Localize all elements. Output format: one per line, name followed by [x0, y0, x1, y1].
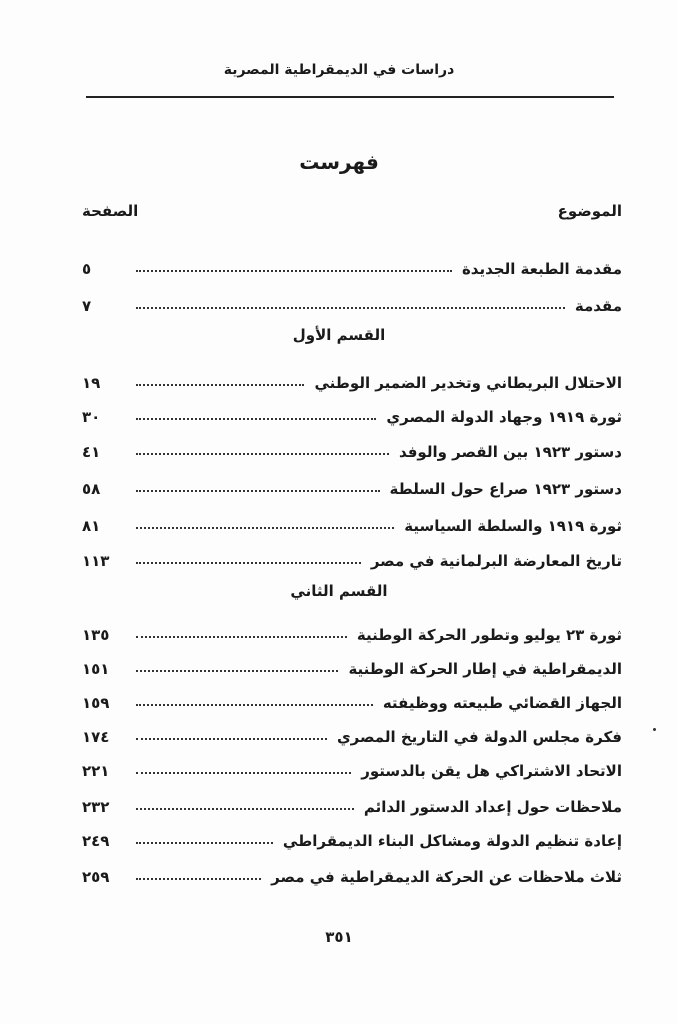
toc-entry-title: إعادة تنظيم الدولة ومشاكل البناء الديمقراطي [282, 832, 622, 850]
toc-entry-title: ثلاث ملاحظات عن الحركة الديمقراطية في مصر [271, 868, 622, 886]
toc-entry-page: ١٩ [82, 374, 101, 392]
toc-entry-title: ثورة ٢٣ يوليو وتطور الحركة الوطنية [356, 626, 622, 644]
toc-entry-title: تاريخ المعارضة البرلمانية في مصر [370, 552, 622, 570]
dot-leader [136, 704, 373, 706]
toc-entry-page: ١٥٩ [82, 694, 110, 712]
header-rule [86, 96, 614, 98]
toc-entry-page: ١١٣ [82, 552, 110, 570]
toc-entry-title: ثورة ١٩١٩ والسلطة السياسية [404, 517, 622, 535]
toc-column-headers [82, 202, 622, 228]
toc-entry [82, 614, 622, 644]
toc-entry-page: ١٣٥ [82, 626, 110, 644]
toc-entry [82, 285, 622, 315]
toc-entry [82, 431, 622, 461]
toc-entry-title: الجهاز القضائي طبيعته ووظيفته [382, 694, 622, 712]
toc-entry-page: ٣٠ [82, 408, 101, 426]
section-heading-2: القسم الثاني [290, 582, 388, 600]
toc-entry-page: ٢٥٩ [82, 868, 110, 886]
dot-leader [136, 772, 351, 774]
toc-entry [82, 750, 622, 780]
toc-entry [82, 648, 622, 678]
toc-entry-page: ٨١ [82, 517, 101, 535]
dot-leader [136, 808, 354, 810]
toc-entry-title: الاتحاد الاشتراكي هل يقن بالدستور [361, 762, 622, 780]
dot-leader [136, 636, 347, 638]
toc-title: فهرست [299, 150, 379, 174]
toc-entry [82, 396, 622, 426]
toc-entry-title: ملاحظات حول إعداد الدستور الدائم [363, 798, 622, 816]
dot-leader [136, 738, 327, 740]
toc-entry-title: دستور ١٩٢٣ بين القصر والوفد [398, 443, 622, 461]
dot-leader [136, 670, 338, 672]
toc-entry [82, 248, 622, 278]
dot-leader [136, 453, 389, 455]
column-header-topic: الموضوع [557, 202, 622, 220]
toc-entry-title: الديمقراطية في إطار الحركة الوطنية [348, 660, 622, 678]
toc-entry [82, 540, 622, 570]
footer-page-number: ٣٥١ [325, 928, 353, 946]
toc-entry-title: فكرة مجلس الدولة في التاريخ المصري [336, 728, 622, 746]
toc-entry [82, 786, 622, 816]
section-heading-1: القسم الأول [292, 326, 386, 344]
toc-entry [82, 716, 622, 746]
toc-entry-page: ١٧٤ [82, 728, 110, 746]
dot-leader [136, 384, 304, 386]
toc-entry [82, 820, 622, 850]
dot-leader [136, 270, 452, 272]
toc-entry-title: دستور ١٩٢٣ صراع حول السلطة [389, 480, 622, 498]
toc-entry-page: ٤١ [82, 443, 101, 461]
toc-entry-page: ٥٨ [82, 480, 101, 498]
toc-entry-title: مقدمة [574, 297, 622, 315]
toc-entry-title: مقدمة الطبعة الجديدة [461, 260, 622, 278]
toc-entry [82, 856, 622, 886]
toc-entry [82, 682, 622, 712]
column-header-page: الصفحة [82, 202, 139, 220]
dot-leader [136, 490, 380, 492]
dot-leader [136, 307, 565, 309]
toc-entry-page: ٢٣٢ [82, 798, 110, 816]
toc-entry-page: ٧ [82, 297, 92, 315]
toc-entry-page: ٢٢١ [82, 762, 110, 780]
stray-ink-mark [653, 728, 656, 731]
toc-entry-page: ٢٤٩ [82, 832, 110, 850]
dot-leader [136, 842, 273, 844]
dot-leader [136, 527, 394, 529]
toc-entry [82, 362, 622, 392]
dot-leader [136, 418, 376, 420]
toc-entry [82, 468, 622, 498]
toc-entry-title: ثورة ١٩١٩ وجهاد الدولة المصري [386, 408, 622, 426]
toc-entry-title: الاحتلال البريطاني وتخدير الضمير الوطني [314, 374, 622, 392]
running-header: دراسات في الديمقراطية المصرية [223, 62, 455, 78]
toc-entry-page: ١٥١ [82, 660, 110, 678]
dot-leader [136, 562, 361, 564]
dot-leader [136, 878, 261, 880]
toc-entry-page: ٥ [82, 260, 92, 278]
toc-entry [82, 505, 622, 535]
